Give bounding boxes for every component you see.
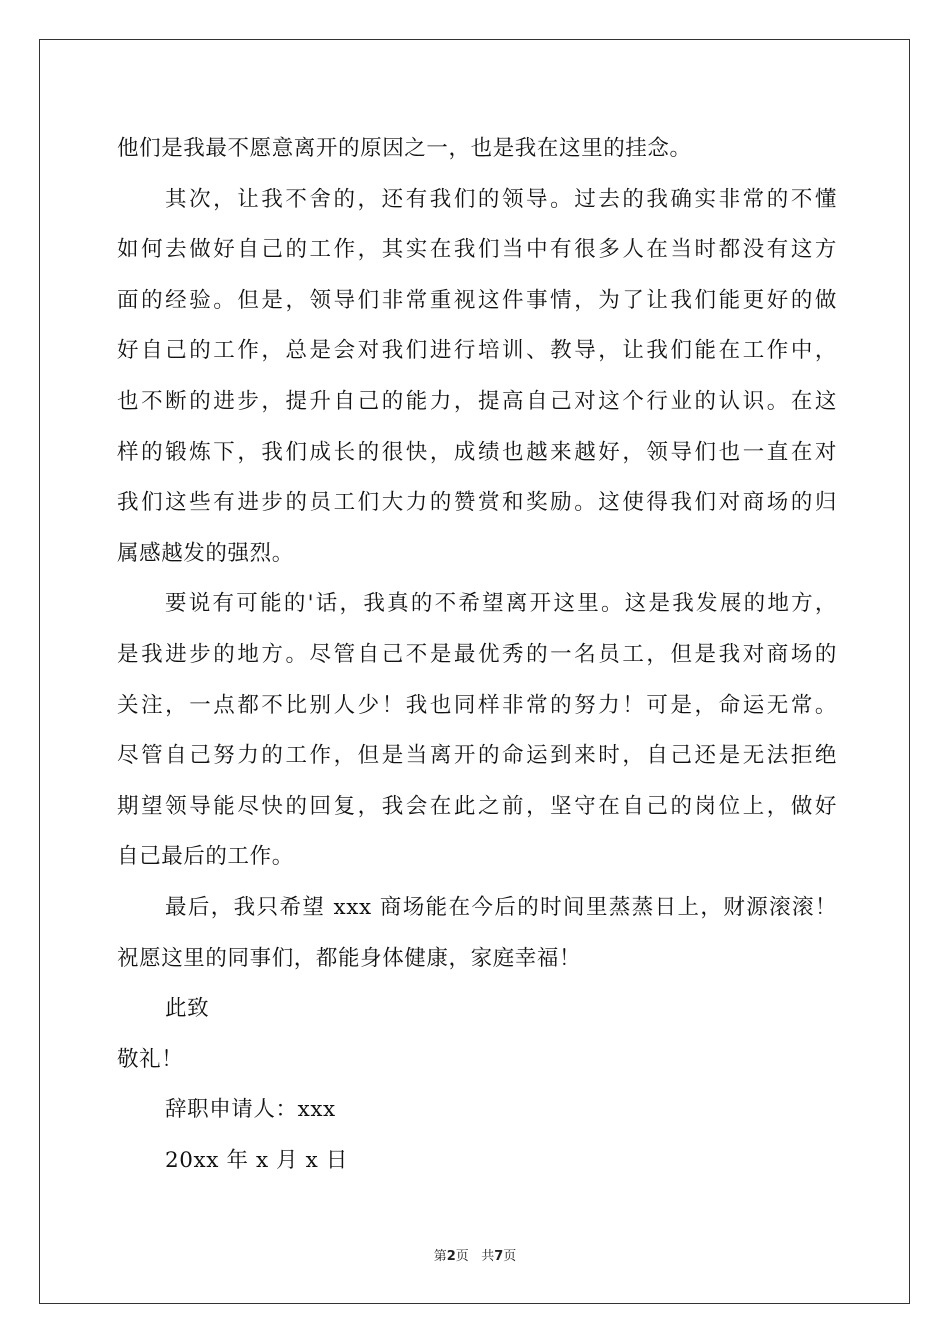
page-suffix: 页 (455, 1249, 469, 1264)
text-line: 如何去做好自己的工作，其实在我们当中有很多人在当时都没有这方 (117, 237, 837, 263)
page-prefix: 第 (433, 1249, 447, 1264)
page-footer (0, 1248, 950, 1266)
text-line: 祝愿这里的同事们，都能身体健康，家庭幸福！ (117, 945, 582, 971)
paragraph-start-line: 其次，让我不舍的，还有我们的领导。过去的我确实非常的不懂 (165, 186, 837, 212)
letter-date: 20xx 年 x 月 x 日 (165, 1147, 348, 1173)
page-number: 2 (446, 1249, 456, 1264)
paragraph-start-line: 要说有可能的'话，我真的不希望离开这里。这是我发展的地方， (165, 591, 837, 617)
text-line: 样的锻炼下，我们成长的很快，成绩也越来越好，领导们也一直在对 (117, 439, 837, 465)
closing-regards: 敬礼！ (117, 1046, 184, 1072)
text-line: 属感越发的强烈。 (117, 540, 294, 566)
paragraph-start-line: 最后，我只希望 xxx 商场能在今后的时间里蒸蒸日上，财源滚滚！ (165, 894, 837, 920)
text-line: 是我进步的地方。尽管自己不是最优秀的一名员工，但是我对商场的 (117, 641, 837, 667)
text-line: 自己最后的工作。 (117, 844, 294, 870)
text-line: 他们是我最不愿意离开的原因之一，也是我在这里的挂念。 (117, 136, 692, 161)
text-line: 也不断的进步，提升自己的能力，提高自己对这个行业的认识。在这 (117, 388, 837, 414)
total-suffix: 页 (503, 1249, 517, 1264)
total-pages: 7 (494, 1249, 504, 1264)
text-line: 好自己的工作，总是会对我们进行培训、教导，让我们能在工作中， (117, 338, 837, 364)
text-line: 尽管自己努力的工作，但是当离开的命运到来时，自己还是无法拒绝 (117, 743, 837, 769)
total-prefix: 共 (481, 1249, 495, 1264)
text-line: 我们这些有进步的员工们大力的赞赏和奖励。这使得我们对商场的归 (117, 490, 837, 516)
text-line: 关注，一点都不比别人少！我也同样非常的努力！可是，命运无常。 (117, 692, 837, 718)
applicant-signature: 辞职申请人：xxx (165, 1097, 336, 1123)
text-line: 面的经验。但是，领导们非常重视这件事情，为了让我们能更好的做 (117, 287, 837, 313)
closing-salutation: 此致 (165, 996, 210, 1022)
document-body (117, 124, 837, 1186)
text-line: 期望领导能尽快的回复，我会在此之前，坚守在自己的岗位上，做好 (117, 793, 837, 819)
